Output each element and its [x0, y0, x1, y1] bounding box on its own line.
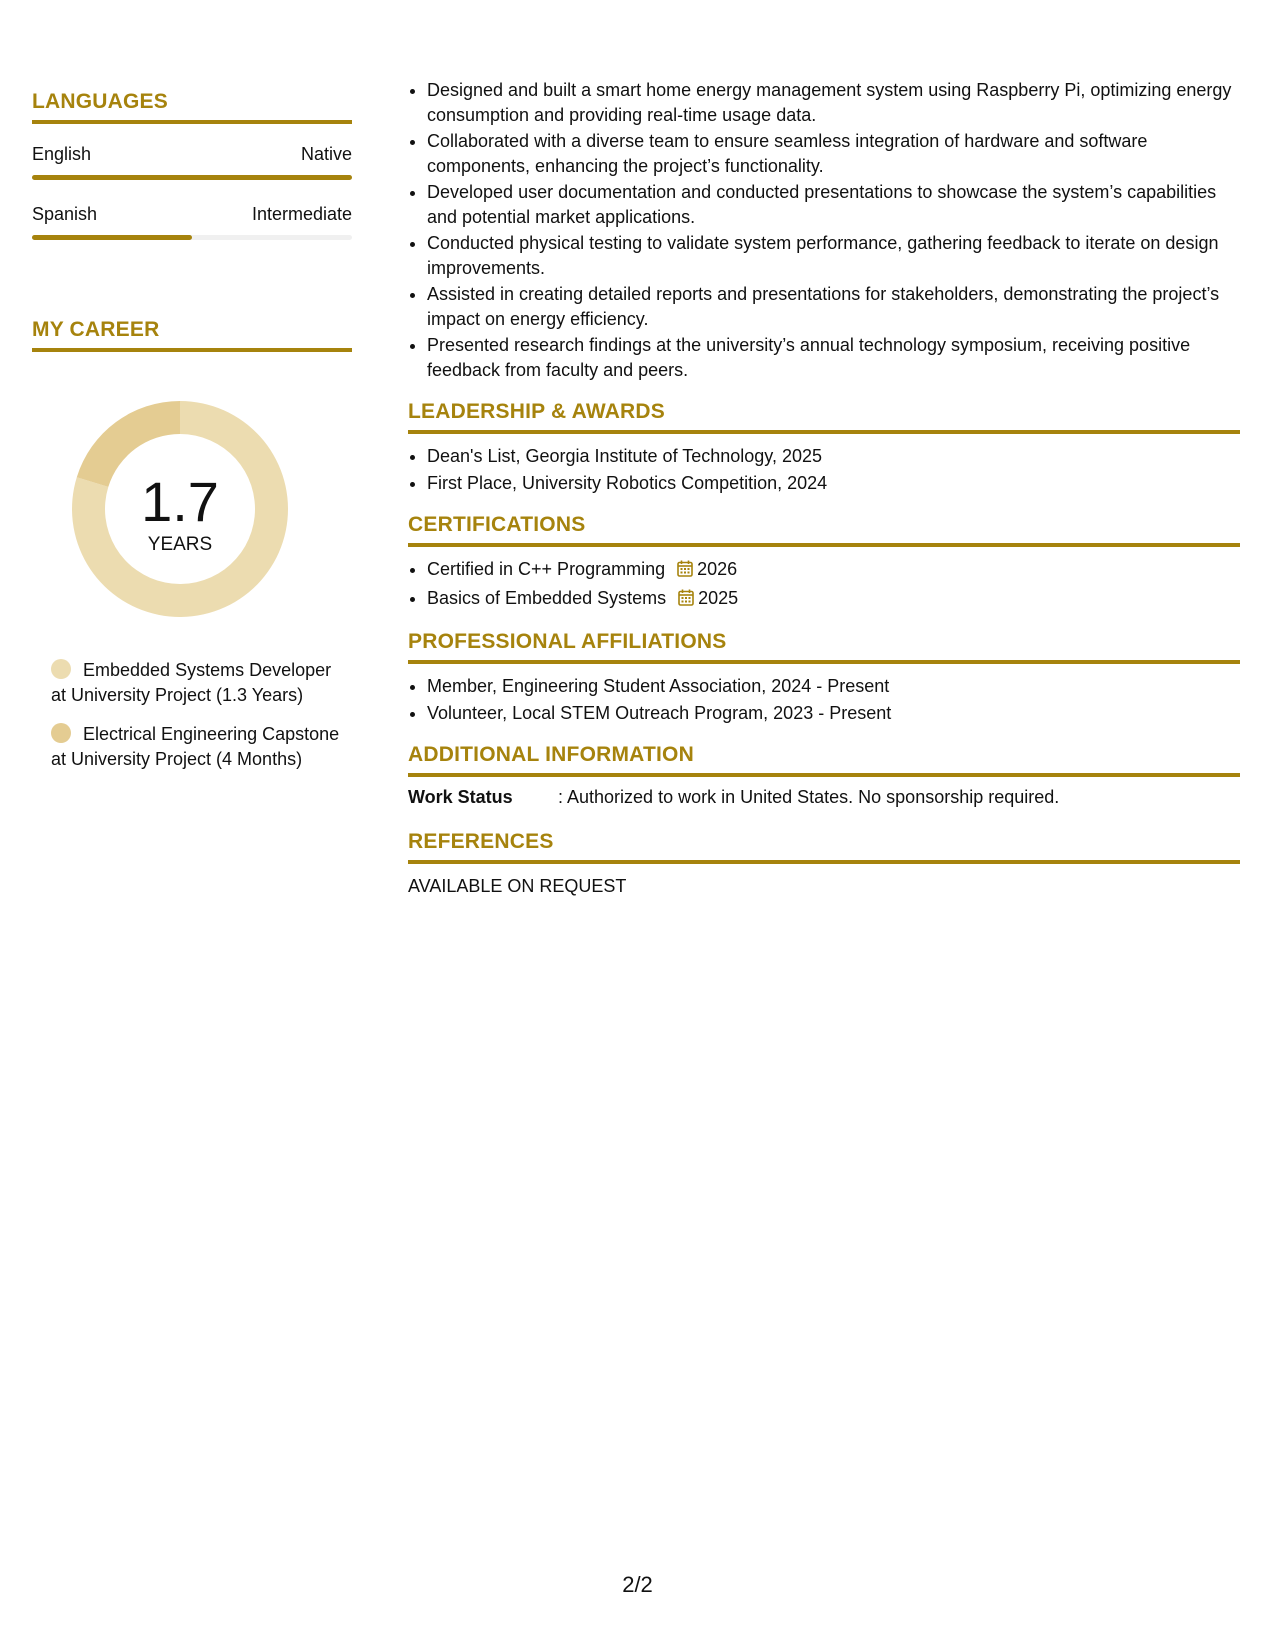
certification-name: Basics of Embedded Systems [427, 587, 667, 608]
experience-bullet: • Designed and built a smart home energy management system using Raspberry Pi, optimizing energy consumption and providing real-time usage data. [427, 78, 1240, 127]
language-level: Intermediate [251, 204, 352, 224]
references-text: AVAILABLE ON REQUEST [408, 876, 627, 896]
leadership-section [408, 400, 1240, 495]
certification-item [427, 557, 1240, 584]
language-bar-track [32, 175, 352, 180]
additional-info-title: ADDITIONAL INFORMATION [408, 743, 1240, 777]
references-section [408, 830, 1240, 897]
affiliation-item: • Volunteer, Local STEM Outreach Program, 2023 - Present [427, 701, 1240, 726]
certifications-title: CERTIFICATIONS [408, 513, 1240, 547]
language-bar-fill [32, 235, 192, 240]
language-name: Spanish [32, 204, 98, 224]
affiliations-section [408, 630, 1240, 725]
language-name: English [32, 144, 92, 164]
additional-info-section [408, 743, 1240, 808]
career-total-unit: YEARS [147, 534, 213, 555]
legend-dot-icon [51, 723, 71, 743]
career-donut-chart [67, 396, 293, 622]
experience-bullet: • Assisted in creating detailed reports and presentations for stakeholders, demonstrating the project’s impact on energy efficiency. [427, 282, 1240, 331]
career-legend-label: Embedded Systems Developer at University Project (1.3 Years) [51, 660, 332, 705]
award-item: • Dean's List, Georgia Institute of Technology, 2025 [427, 444, 1240, 469]
experience-bullet-list [408, 78, 1240, 382]
experience-bullet: • Developed user documentation and conducted presentations to showcase the system’s capabilities and potential market applications. [427, 180, 1240, 229]
certifications-section [408, 513, 1240, 612]
legend-dot-icon [51, 659, 71, 679]
certification-item [427, 586, 1240, 613]
language-bar-track [32, 235, 352, 240]
experience-bullet: • Presented research findings at the university’s annual technology symposium, receiving positive feedback from faculty and peers. [427, 333, 1240, 382]
work-status-value: : Authorized to work in United States. No sponsorship required. [558, 787, 1060, 807]
certification-name: Certified in C++ Programming [427, 559, 666, 579]
career-total-value: 1.7 [141, 470, 219, 533]
affiliation-item: • Member, Engineering Student Association, 2024 - Present [427, 674, 1240, 699]
career-legend [32, 658, 352, 772]
work-status-label: Work Status [408, 787, 513, 807]
career-legend-label: Electrical Engineering Capstone at University Project (4 Months) [51, 724, 340, 769]
career-legend-item [51, 658, 341, 708]
language-item [32, 144, 352, 180]
award-item: • First Place, University Robotics Competition, 2024 [427, 471, 1240, 496]
certification-year: 2025 [698, 587, 739, 608]
career-title: MY CAREER [32, 318, 352, 352]
language-item [32, 204, 352, 240]
language-level: Native [300, 144, 352, 164]
career-legend-item [51, 722, 341, 772]
leadership-title: LEADERSHIP & AWARDS [408, 400, 1240, 434]
work-status-row [408, 787, 1240, 808]
calendar-icon [677, 559, 693, 584]
page-number: 2/2 [622, 1572, 653, 1597]
experience-bullet: • Collaborated with a diverse team to ensure seamless integration of hardware and software components, enhancing the project’s functionality. [427, 129, 1240, 178]
affiliations-title: PROFESSIONAL AFFILIATIONS [408, 630, 1240, 664]
calendar-icon [678, 588, 694, 613]
sidebar [32, 90, 352, 786]
languages-title: LANGUAGES [32, 90, 352, 124]
main-content [408, 78, 1240, 897]
experience-bullet: • Conducted physical testing to validate system performance, gathering feedback to iterate on design improvements. [427, 231, 1240, 280]
language-bar-fill [32, 175, 352, 180]
references-title: REFERENCES [408, 830, 1240, 864]
certification-year: 2026 [697, 559, 738, 579]
